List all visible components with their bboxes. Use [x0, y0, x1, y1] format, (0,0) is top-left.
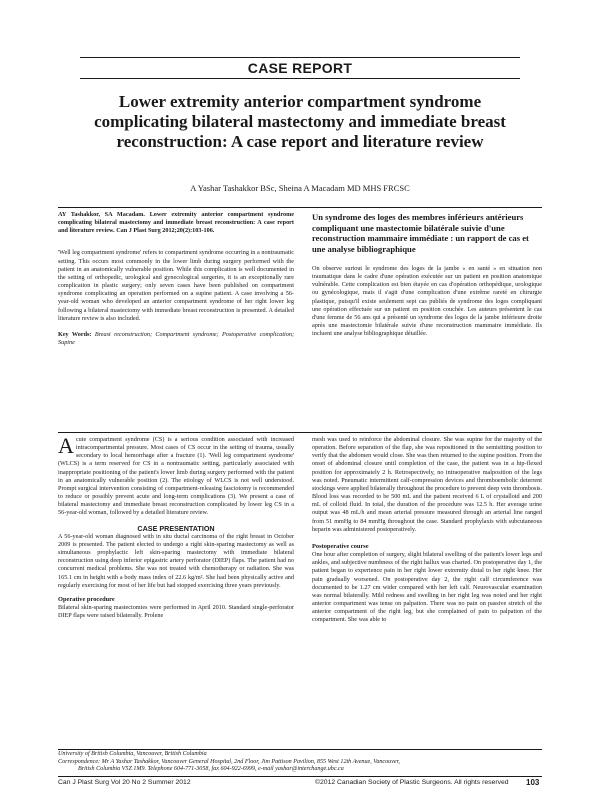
footer-journal: Can J Plast Surg Vol 20 No 2 Summer 2012	[58, 779, 191, 786]
english-abstract: 'Well leg compartment syndrome' refers to compartment syndrome occurring in a nontraumatic setting. This occurs most commonly in the lower limb during surgery performed with the patient in an anatomically vulnerable position. While this complication is well documented in the setting of orthopedic, urological and gynecological surgeries, it is an exceptionally rare complication in plastic surgery; only seven cases have been published on compartment syndrome complicating an operation performed on a supine patient. A case involving a 56-year-old woman who developed an anterior compartment syndrome of her right lower leg following a bilateral mastectomy with immediate breast reconstruction is presented. A detailed literature review is also included.	[58, 249, 294, 322]
drop-cap: A	[58, 433, 74, 458]
footnote-rule	[58, 749, 542, 750]
english-abstract-block	[58, 211, 294, 347]
postop-text: One hour after completion of surgery, slight bilateral swelling of the patient's lower legs and ankles, and subjective numbness of the right hallux was charted. On postoperative day 1, the patient began to experience pain in her right lower extremity distal to her right knee. Her pain gradually worsened. On postoperative day 2, the right calf circumference was documented to be 1.27 cm wider compared with her left calf. Neurovascular examination was normal bilaterally. Mild redness and swelling in her right leg was noted and her right anterior compartment was tense on palpation. There was no pain on passive stretch of the anterior compartment of the right leg, but she complained of pain to palpation of the compartment. She was able to	[312, 551, 542, 624]
keywords-label: Key Words:	[58, 330, 92, 338]
citation: AY Tashakkor, SA Macadam. Lower extremity anterior compartment syndrome complicating bilateral mastectomy and immediate breast reconstruction: A case report and literature review. Can J Plast Surg 2012;20(2):103-106.	[58, 211, 294, 235]
french-title: Un syndrome des loges des membres inférieurs antérieurs compliquant une mastectomie bilatérale suivie d'une reconstruction mammaire immédiate : un rapport de cas et une analyse bibliographique	[312, 212, 529, 254]
intro-paragraph	[58, 433, 294, 518]
article-title: Lower extremity anterior compartment syndrome complicating bilateral mastectomy and immediate breast reconstruction: A case report and literature review	[94, 92, 506, 151]
section-header: CASE REPORT	[247, 60, 353, 76]
body-column-1	[58, 433, 294, 620]
col2-text: mesh was used to reinforce the abdominal closure. She was supine for the majority of the operation. Before separation of the flap, she was repositioned in the semisitting position to verify that the abdomen would close. She was then returned to the supine position. From the onset of abdominal closure until completion of the case, the patient was in a hip-flexed position for approximately 2 h. Retrospectively, no intraoperative malposition of the legs was noted. Pneumatic intermittent calf-compression devices and thromboembolic deterrent stockings were applied bilaterally throughout the procedure to prevent deep vein thrombosis. Blood loss was recorded to be 500 mL and the patient received 6 L of crystalloid and 200 mL of colloid fluid. In total, the duration of the procedure was 12.5 h. Her average urine output was 48 mL/h and mean arterial pressure measured through an arterial line ranged from 51 mmHg to 84 mmHg throughout the case. Standard prophylaxis with subcutaneous heparin was administered postoperatively.	[312, 436, 542, 533]
footer-rule	[58, 776, 542, 777]
correspondence-line-2: British Columbia V5Z 1M9. Telephone 604-771-3058, fax 604-922-6999, e-mail yashar@interchange.ubc.ca	[78, 766, 344, 773]
footer-copyright: ©2012 Canadian Society of Plastic Surgeons. All rights reserved	[315, 779, 509, 786]
keywords-line	[58, 331, 294, 347]
case-heading: CASE PRESENTATION	[137, 523, 215, 533]
body-column-2	[312, 436, 542, 624]
intro-text: cute compartment syndrome (CS) is a serious condition associated with increased intracompartmental pressure. Most cases of CS occur in the setting of trauma, usually secondary to local hemorrhage after a fracture (1). 'Well leg compartment syndrome' (WLCS) is a term reserved for CS in a nontraumatic setting, particularly associated with inappropriate positioning of the patient's lower limb during surgery performed with the patient in an anatomically vulnerable position (2). The etiology of WLCS is not well understood. Prompt surgical intervention consisting of compartment-releasing fasciotomy is recommended to reduce or possibly prevent acute and long-term complications (3). We present a case of bilateral mastectomy and immediate breast reconstruction complicated by lower leg CS in a 56-year-old woman, followed by a detailed literature review.	[58, 436, 294, 517]
case-text: A 56-year-old woman diagnosed with in situ ductal carcinoma of the right breast in October 2009 is presented. The patient elected to undergo a right skin-sparing mastectomy as well as simultaneous prophylactic left skin-sparing mastectomy with immediate bilateral reconstruction using deep inferior epigastric artery perforator (DIEP) flaps. The patient had no concurrent medical problems. She was not treated with chemotherapy or radiation. She was 165.1 cm in height with a body mass index of 22.6 kg/m². She had been physically active and regularly exercising for most of her life but had stopped exercising three years previously.	[58, 532, 294, 589]
header-rule-bottom	[80, 78, 520, 79]
affiliation: University of British Columbia, Vancouver, British Columbia	[58, 751, 207, 757]
postop-heading: Postoperative course	[312, 542, 369, 550]
header-rule-top	[80, 57, 520, 58]
abstract-rule-bottom	[58, 432, 542, 433]
operative-text: Bilateral skin-sparing mastectomies were performed in April 2010. Standard single-perforator DIEP flaps were raised bilaterally. Prolene	[58, 603, 294, 620]
page-number: 103	[526, 778, 540, 787]
keywords-text: Breast reconstruction; Compartment syndrome; Postoperative complication; Supine	[58, 330, 295, 347]
correspondence-line-1: Correspondence: Mr A Yashar Tashakkor, Vancouver General Hospital, 2nd Floor, Jim Pattison Pavilion, 855 West 12th Avenue, Vancouver,	[58, 758, 400, 765]
footnotes	[58, 751, 542, 774]
french-abstract-block	[312, 212, 542, 338]
abstract-rule-top	[58, 207, 542, 208]
article-authors: A Yashar Tashakkor BSc, Sheina A Macadam MD MHS FRCSC	[190, 183, 410, 193]
operative-heading: Operative procedure	[58, 595, 115, 603]
french-abstract: On observe surtout le syndrome des loges de la jambe « en santé » en situation non traumatique dans le cadre d'une opération exécutée sur un patient en position anatomique vulnérable. Cette complication est bien étayée en cas d'opération orthopédique, urologique ou gynécologique, mais il s'agit d'une complication d'une extrême rareté en chirurgie plastique, puisqu'il existe seulement sept cas publiés de syndrome des loges compliquant une opération effectuée sur un patient en position couchée. Les auteurs présentent le cas d'une femme de 56 ans qui a présenté un syndrome des loges de la jambe inférieure droite après une mastectomie bilatérale suivie d'une reconstruction mammaire immédiate. Ils incluent une analyse bibliographique détaillée.	[312, 265, 542, 338]
